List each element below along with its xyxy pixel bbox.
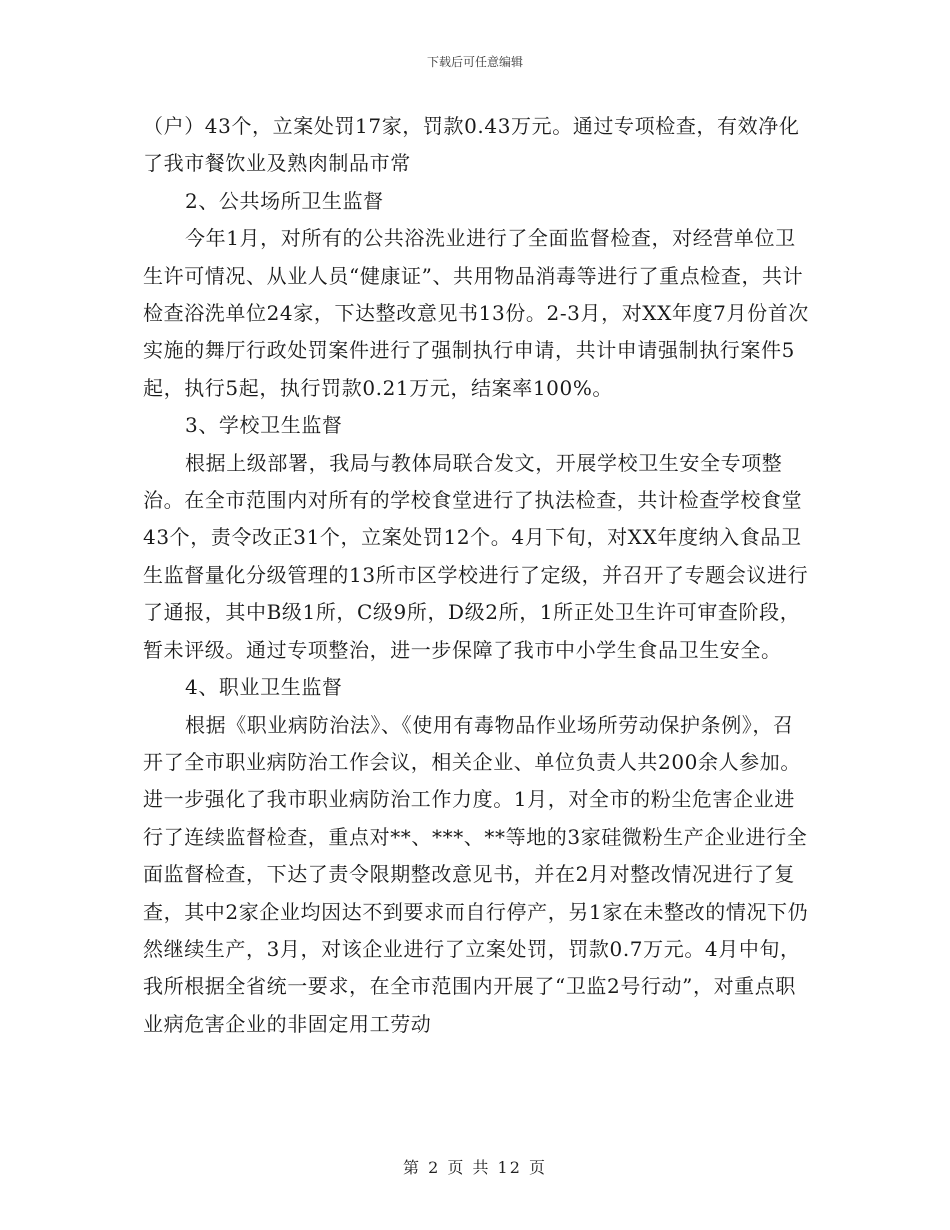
section-heading-occupational-health: 4、职业卫生监督: [185, 675, 343, 700]
paragraph-occupational-health: 根据《职业病防治法》、《使用有毒物品作业场所劳动保护条例》，召开了全市职业病防治工作会议，相关企业、单位负责人共200余人参加。进一步强化了我市职业病防治工作力度。1月，对全市的粉尘危害企业进行了连续监督检查，重点对**、***、**等地的3家硅微粉生产企业进行全面监督检查，下达了责令限期整改意见书，并在2月对整改情况进行了复查，其中2家企业均因达不到要求而自行停产，另1家在未整改的情况下仍然继续生产，3月，对该企业进行了立案处罚，罚款0.7万元。4月中旬，我所根据全省统一要求，在全市范围内开展了“卫监2号行动”，对重点职业病危害企业的非固定用工劳动: [143, 712, 809, 1036]
document-body: [143, 108, 813, 1043]
page-number-footer: 第 2 页 共 12 页: [403, 1158, 547, 1177]
paragraph-continuation: （户）43个，立案处罚17家，罚款0.43万元。通过专项检查，有效净化了我市餐饮业及熟肉制品市常: [143, 114, 800, 176]
paragraph-public-places: 今年1月，对所有的公共浴洗业进行了全面监督检查，对经营单位卫生许可情况、从业人员“健康证”、共用物品消毒等进行了重点检查，共计检查浴洗单位24家，下达整改意见书13份。2-3月，对XX年度7月份首次实施的舞厅行政处罚案件进行了强制执行申请，共计申请强制执行案件5起，执行5起，执行罚款0.21万元，结案率100%。: [143, 226, 809, 400]
page-header: 下载后可任意编辑: [426, 55, 523, 69]
section-heading-public-places: 2、公共场所卫生监督: [185, 188, 384, 213]
section-heading-school-hygiene: 3、学校卫生监督: [185, 413, 343, 438]
paragraph-school-hygiene: 根据上级部署，我局与教体局联合发文，开展学校卫生安全专项整治。在全市范围内对所有的学校食堂进行了执法检查，共计检查学校食堂43个，责令改正31个，立案处罚12个。4月下旬，对XX年度纳入食品卫生监督量化分级管理的13所市区学校进行了定级，并召开了专题会议进行了通报，其中B级1所，C级9所，D级2所，1所正处卫生许可审查阶段，暂未评级。通过专项整治，进一步保障了我市中小学生食品卫生安全。: [143, 450, 809, 662]
